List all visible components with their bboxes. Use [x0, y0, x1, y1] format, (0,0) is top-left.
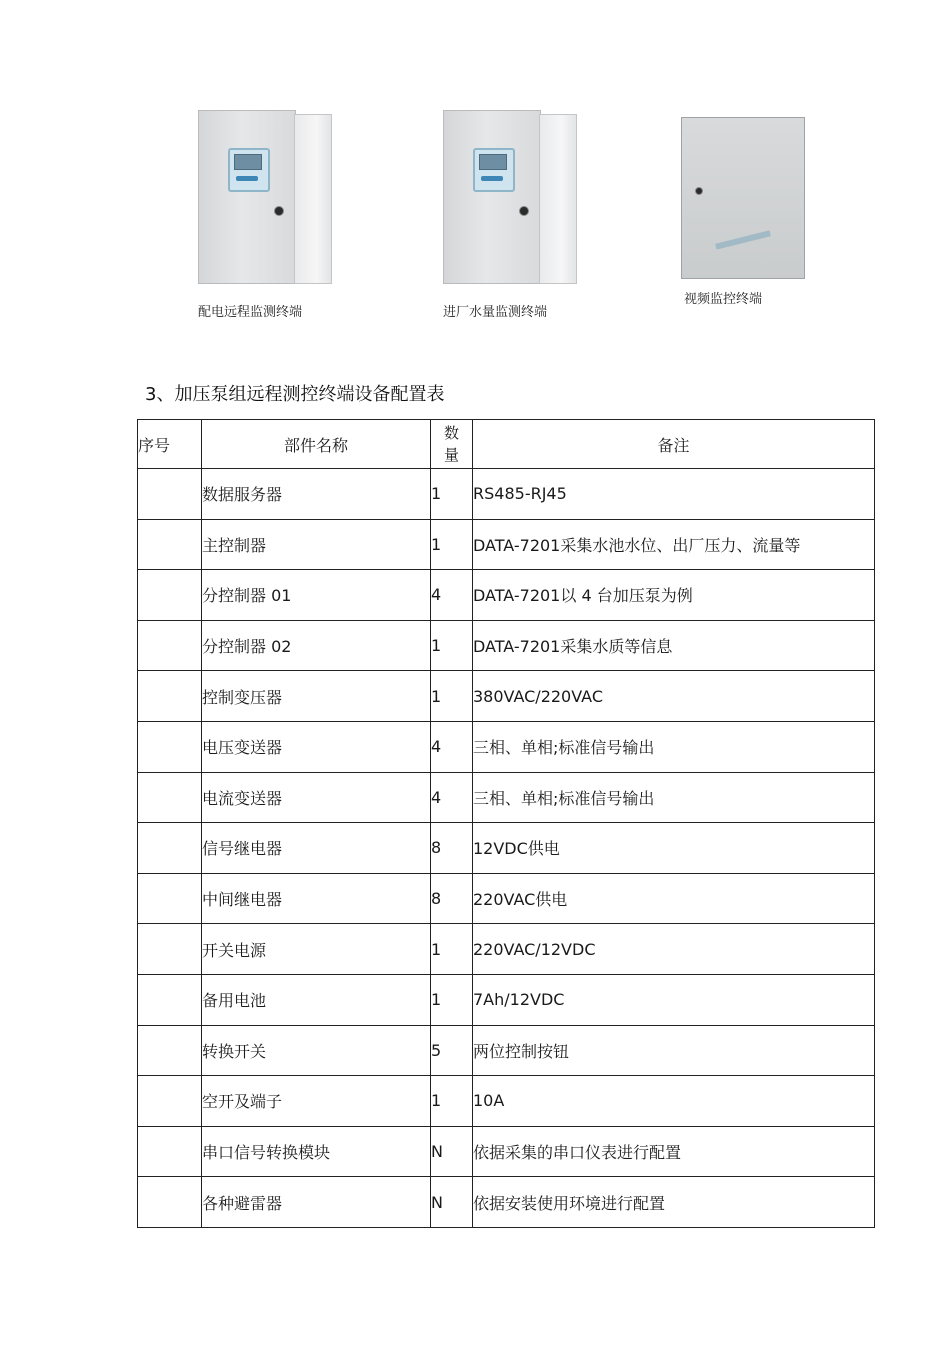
cell-serial-no — [138, 1076, 202, 1127]
cell-serial-no — [138, 1025, 202, 1076]
cell-quantity: 1 — [431, 1076, 473, 1127]
cell-part-name: 电压变送器 — [202, 721, 431, 772]
cell-quantity: 1 — [431, 620, 473, 671]
table-row — [138, 519, 875, 570]
lock-icon — [274, 206, 284, 216]
cell-serial-no — [138, 671, 202, 722]
header-quantity — [431, 420, 473, 469]
panel-button — [236, 176, 258, 181]
cell-part-name: 转换开关 — [202, 1025, 431, 1076]
cell-quantity: 4 — [431, 772, 473, 823]
panel-button — [481, 176, 503, 181]
cell-quantity: 1 — [431, 519, 473, 570]
cell-quantity: 1 — [431, 924, 473, 975]
cabinet-front — [198, 110, 296, 284]
lock-icon — [695, 187, 703, 195]
cell-part-name: 分控制器 01 — [202, 570, 431, 621]
cell-serial-no — [138, 721, 202, 772]
cell-quantity: N — [431, 1126, 473, 1177]
cell-remarks: 220VAC/12VDC — [473, 924, 875, 975]
lock-icon — [519, 206, 529, 216]
cell-quantity: 4 — [431, 570, 473, 621]
cell-remarks: 12VDC供电 — [473, 823, 875, 874]
lcd-screen — [479, 154, 507, 170]
cell-serial-no — [138, 469, 202, 520]
cell-part-name: 数据服务器 — [202, 469, 431, 520]
cell-remarks: DATA-7201采集水质等信息 — [473, 620, 875, 671]
cell-part-name: 控制变压器 — [202, 671, 431, 722]
cell-part-name: 信号继电器 — [202, 823, 431, 874]
table-row — [138, 570, 875, 621]
cell-remarks: 两位控制按钮 — [473, 1025, 875, 1076]
cell-remarks: 380VAC/220VAC — [473, 671, 875, 722]
cell-remarks: RS485-RJ45 — [473, 469, 875, 520]
cell-remarks: 10A — [473, 1076, 875, 1127]
cabinet-front — [681, 117, 805, 279]
cell-quantity: 8 — [431, 873, 473, 924]
cell-remarks: DATA-7201采集水池水位、出厂压力、流量等 — [473, 519, 875, 570]
product-image-power-terminal — [198, 110, 333, 285]
cabinet-front — [443, 110, 541, 284]
cell-serial-no — [138, 974, 202, 1025]
product-caption-video: 视频监控终端 — [684, 292, 763, 307]
cell-serial-no — [138, 570, 202, 621]
table-row — [138, 974, 875, 1025]
table-row — [138, 772, 875, 823]
table-row — [138, 469, 875, 520]
header-quantity-line1: 数 — [443, 424, 459, 442]
cell-serial-no — [138, 519, 202, 570]
equipment-config-table — [137, 419, 875, 1228]
cell-serial-no — [138, 1177, 202, 1228]
table-row — [138, 721, 875, 772]
cell-part-name: 电流变送器 — [202, 772, 431, 823]
table-row — [138, 1177, 875, 1228]
cell-quantity: N — [431, 1177, 473, 1228]
cell-serial-no — [138, 1126, 202, 1177]
cell-quantity: 1 — [431, 974, 473, 1025]
header-quantity-line2: 量 — [443, 446, 459, 464]
cell-serial-no — [138, 924, 202, 975]
header-remarks: 备注 — [473, 420, 875, 469]
header-serial-no: 序号 — [138, 420, 202, 469]
cell-quantity: 4 — [431, 721, 473, 772]
cell-part-name: 各种避雷器 — [202, 1177, 431, 1228]
table-row — [138, 1025, 875, 1076]
cell-remarks: 220VAC供电 — [473, 873, 875, 924]
cell-remarks: 三相、单相;标准信号输出 — [473, 721, 875, 772]
header-part-name: 部件名称 — [202, 420, 431, 469]
product-caption-water: 进厂水量监测终端 — [443, 305, 548, 320]
cell-part-name: 分控制器 02 — [202, 620, 431, 671]
cell-quantity: 5 — [431, 1025, 473, 1076]
cell-remarks: 依据采集的串口仪表进行配置 — [473, 1126, 875, 1177]
lcd-screen — [234, 154, 262, 170]
cell-serial-no — [138, 823, 202, 874]
table-row — [138, 924, 875, 975]
cell-part-name: 空开及端子 — [202, 1076, 431, 1127]
cabinet-side — [294, 114, 332, 284]
cell-part-name: 开关电源 — [202, 924, 431, 975]
cell-remarks: 依据安装使用环境进行配置 — [473, 1177, 875, 1228]
table-header-row — [138, 420, 875, 469]
product-image-water-terminal — [443, 110, 578, 285]
cell-remarks: DATA-7201以 4 台加压泵为例 — [473, 570, 875, 621]
table-row — [138, 873, 875, 924]
table-row — [138, 671, 875, 722]
cell-quantity: 1 — [431, 671, 473, 722]
cell-quantity: 1 — [431, 469, 473, 520]
cell-serial-no — [138, 620, 202, 671]
cell-serial-no — [138, 772, 202, 823]
product-caption-power: 配电远程监测终端 — [198, 305, 303, 320]
cell-serial-no — [138, 873, 202, 924]
cell-remarks: 三相、单相;标准信号输出 — [473, 772, 875, 823]
cell-part-name: 串口信号转换模块 — [202, 1126, 431, 1177]
cell-part-name: 中间继电器 — [202, 873, 431, 924]
cell-quantity: 8 — [431, 823, 473, 874]
table-row — [138, 823, 875, 874]
table-row — [138, 1126, 875, 1177]
cell-part-name: 备用电池 — [202, 974, 431, 1025]
cabinet-side — [539, 114, 577, 284]
product-image-video-terminal — [681, 117, 806, 279]
table-row — [138, 1076, 875, 1127]
table-row — [138, 620, 875, 671]
section-title: 3、加压泵组远程测控终端设备配置表 — [145, 384, 445, 405]
cell-remarks: 7Ah/12VDC — [473, 974, 875, 1025]
cell-part-name: 主控制器 — [202, 519, 431, 570]
